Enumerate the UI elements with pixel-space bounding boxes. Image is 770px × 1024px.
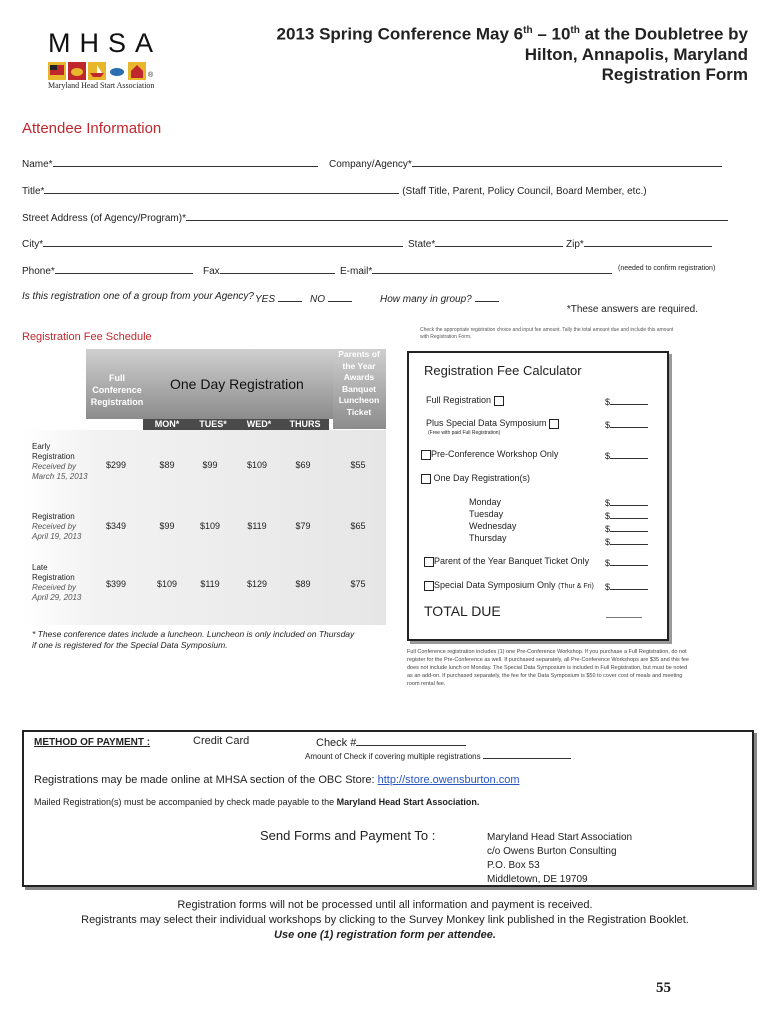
calc-preconf-row[interactable] [421, 449, 558, 460]
fee-instructions: Check the appropriate registration choice and input fee amount. Tally the total amount due and include this amount with Registration Form. [420, 327, 674, 340]
dollar-sign: $ [605, 524, 611, 534]
dollar-sign: $ [605, 511, 611, 521]
calc-special-note: (Free with paid Full Registration) [428, 430, 501, 436]
oneday-column-header: One Day Registration [170, 376, 304, 392]
flag-icon [48, 62, 66, 80]
row-late-thurs: $89 [295, 579, 311, 589]
address-line-1: Maryland Head Start Association [487, 832, 633, 843]
row-early-tues: $99 [202, 460, 218, 470]
check-amount-field[interactable] [305, 750, 571, 761]
dollar-sign: $ [605, 397, 611, 407]
title-sup-1: th [523, 25, 533, 36]
fee-note-1: * These conference dates include a luncheon. Luncheon is only included on Thursday [32, 629, 355, 639]
name-line[interactable] [53, 156, 318, 167]
parents-column-header [333, 349, 385, 418]
address-line-3: P.O. Box 53 [487, 860, 540, 871]
row-regular-label [32, 512, 81, 542]
day-amount[interactable] [605, 535, 648, 548]
street-field[interactable] [22, 210, 728, 224]
row-early-label [32, 442, 88, 482]
row-early-thurs: $69 [295, 460, 311, 470]
state-label: State* [408, 239, 436, 250]
footer-line-2: Registrants may select their individual workshops by clicking to the Survey Monkey link published in the Registration Booklet. [81, 914, 689, 926]
street-label: Street Address (of Agency/Program)* [22, 213, 186, 224]
group-count-label: How many in group? [380, 294, 472, 305]
attendee-heading: Attendee Information [22, 120, 162, 137]
city-line[interactable] [43, 236, 403, 247]
calculator-title: Registration Fee Calculator [424, 363, 582, 378]
row-regular-s2: April 19, 2013 [32, 532, 82, 541]
calc-preconf-checkbox[interactable] [421, 450, 431, 460]
logo-org-name: Maryland Head Start Association [48, 81, 155, 90]
row-regular-thurs: $79 [295, 521, 311, 531]
row-late-full: $399 [105, 579, 127, 589]
calc-symposium-amount[interactable] [605, 580, 648, 592]
email-hint: (needed to confirm registration) [618, 265, 716, 272]
crab-icon [68, 62, 86, 80]
no-label: NO [310, 294, 325, 305]
row-early-wed: $109 [246, 460, 268, 470]
calc-full-checkbox[interactable] [494, 396, 504, 406]
row-early-parents: $55 [350, 460, 366, 470]
calc-parent-label: Parent of the Year Banquet Ticket Only [434, 556, 590, 566]
online-note [34, 774, 519, 786]
calc-full-amount[interactable] [605, 395, 648, 407]
logo [40, 28, 180, 90]
calc-special-row[interactable] [426, 418, 559, 429]
footer-line-3: Use one (1) registration form per attendee. [274, 929, 496, 941]
credit-card-option[interactable]: Credit Card [193, 735, 250, 747]
parents-col-line-3: Awards [343, 372, 375, 382]
email-field[interactable] [340, 263, 612, 277]
company-line[interactable] [412, 156, 722, 167]
fax-line[interactable] [220, 263, 335, 274]
payment-method-label: METHOD OF PAYMENT : [34, 737, 151, 748]
calc-symposium-label: Special Data Symposium Only [434, 580, 556, 590]
amount-line[interactable] [610, 522, 648, 532]
row-late-l2: Registration [32, 573, 75, 582]
yes-line[interactable] [278, 291, 302, 302]
row-early-l1: Early [32, 442, 51, 451]
calc-special-amount[interactable] [605, 418, 648, 430]
row-late-wed: $129 [246, 579, 268, 589]
row-late-mon: $109 [156, 579, 178, 589]
city-field[interactable] [22, 236, 403, 250]
calc-parent-checkbox[interactable] [424, 557, 434, 567]
full-column-header [88, 372, 146, 408]
calc-parent-row[interactable] [424, 556, 589, 567]
row-early-full: $299 [105, 460, 127, 470]
group-count-field[interactable] [380, 291, 499, 305]
row-early-s1: Received by [32, 462, 77, 471]
day-amount[interactable] [605, 496, 648, 509]
check-amount-line[interactable] [483, 750, 571, 759]
calc-symposium-checkbox[interactable] [424, 581, 434, 591]
state-line[interactable] [435, 236, 563, 247]
mailed-text: Mailed Registration(s) must be accompanied by check made payable to the [34, 797, 337, 807]
row-late-s2: April 29, 2013 [32, 593, 82, 602]
title-hint: (Staff Title, Parent, Policy Council, Board Member, etc.) [402, 186, 647, 197]
day-tues: TUES* [189, 419, 237, 430]
address-line-2: c/o Owens Burton Consulting [487, 846, 617, 857]
no-field[interactable] [310, 291, 352, 305]
email-line[interactable] [372, 263, 612, 274]
row-late-s1: Received by [32, 583, 77, 592]
company-field[interactable] [329, 156, 722, 170]
calc-parent-amount[interactable] [605, 556, 648, 568]
crab2-icon [108, 62, 126, 80]
page-title [277, 21, 748, 85]
calc-oneday-checkbox[interactable] [421, 474, 431, 484]
fax-label: Fax [203, 266, 220, 277]
send-to-label: Send Forms and Payment To : [260, 828, 436, 843]
email-label: E-mail* [340, 266, 373, 277]
row-regular-parents: $65 [350, 521, 366, 531]
title-line-2: Hilton, Annapolis, Maryland [524, 44, 748, 64]
street-line[interactable] [186, 210, 728, 221]
title-line-3: Registration Form [601, 64, 748, 84]
title-sup-2: th [570, 25, 580, 36]
calc-special-label: Plus Special Data Symposium [426, 418, 547, 428]
phone-label: Phone* [22, 266, 55, 277]
row-regular-s1: Received by [32, 522, 77, 531]
group-question: Is this registration one of a group from your Agency? [22, 291, 254, 302]
row-late-label [32, 563, 81, 603]
fee-note-2: if one is registered for the Special Data Symposium. [32, 640, 228, 650]
day-thurs: THURS [281, 419, 329, 430]
state-field[interactable] [408, 236, 563, 250]
calc-day-amounts[interactable] [605, 496, 648, 548]
check-label: Check # [316, 737, 357, 749]
title-label: Title* [22, 186, 45, 197]
mailed-note [34, 797, 479, 807]
amount-line[interactable] [610, 535, 648, 545]
amount-line[interactable] [610, 509, 648, 519]
day-wed: WED* [235, 419, 283, 430]
calc-special-checkbox[interactable] [549, 419, 559, 429]
row-early-mon: $89 [159, 460, 175, 470]
yes-field[interactable] [255, 291, 302, 305]
parents-col-line-1: Parents of [338, 349, 380, 359]
row-late-l1: Late [32, 563, 48, 572]
footer-notes [0, 898, 770, 943]
day-amount[interactable] [605, 509, 648, 522]
dollar-sign: $ [605, 451, 611, 461]
calc-day-wednesday: Wednesday [469, 521, 517, 531]
title-part-a: 2013 Spring Conference May 6 [276, 24, 524, 44]
parents-col-line-5: Luncheon [338, 395, 380, 405]
calc-oneday-label: One Day Registration(s) [433, 473, 531, 483]
fee-note [32, 629, 354, 651]
fee-schedule-heading: Registration Fee Schedule [22, 331, 152, 343]
dollar-sign: $ [605, 537, 611, 547]
dollar-sign: $ [605, 498, 611, 508]
amount-line[interactable] [610, 496, 648, 506]
amount-line[interactable] [610, 449, 648, 459]
row-regular-tues: $109 [199, 521, 221, 531]
amount-line[interactable] [610, 556, 648, 566]
title-part-b: – 10 [532, 24, 571, 44]
title-field[interactable] [22, 183, 647, 197]
row-regular-wed: $119 [247, 521, 267, 531]
required-note: *These answers are required. [566, 304, 698, 315]
full-col-line-3: Registration [90, 397, 144, 407]
registered-icon: ® [148, 72, 154, 79]
logo-word: MHSA [48, 28, 163, 58]
zip-line[interactable] [584, 236, 712, 247]
calc-full-label: Full Registration [426, 395, 492, 405]
mailed-payee: Maryland Head Start Association. [336, 797, 480, 807]
calc-full-row[interactable] [426, 395, 504, 406]
city-label: City* [22, 239, 44, 250]
parents-col-line-4: Banquet [342, 383, 376, 394]
row-regular-mon: $99 [159, 521, 175, 531]
check-field[interactable] [316, 735, 466, 749]
address-line-4: Middletown, DE 19709 [487, 874, 588, 885]
calc-total-label: TOTAL DUE [424, 603, 501, 619]
boat-icon [88, 62, 106, 80]
row-late-tues: $119 [200, 579, 220, 589]
calc-symposium-note: (Thur & Fri) [558, 583, 594, 590]
amount-line[interactable] [610, 418, 648, 428]
row-early-s2: March 15, 2013 [32, 472, 88, 481]
amount-line[interactable] [610, 395, 648, 405]
yes-label: YES [255, 294, 276, 305]
calc-footnote: Full Conference registration includes (1) one Pre-Conference Workshop. If you purchase a Full Registration, do not register for the Pre-Conference as well. If purchased separately, all Pre-Conference Workshops are $35 and this fee does not include lunch on Monday. The Special Data Symposium is included in Full Registration, but must be noted as an add-on. If purchased separately, the fee for the Data Symposium is $50 to cover cost of meals and meeting room rental fee. [407, 649, 689, 687]
calc-preconf-amount[interactable] [605, 449, 648, 461]
calc-symposium-row[interactable] [424, 580, 594, 591]
mailing-address [487, 831, 632, 887]
page-number: 55 [656, 980, 671, 996]
name-field[interactable] [22, 156, 318, 170]
group-count-line[interactable] [475, 291, 499, 302]
title-line-1 [277, 21, 748, 45]
calc-preconf-label: Pre-Conference Workshop Only [431, 449, 559, 459]
footer-line-1: Registration forms will not be processed until all information and payment is received. [177, 899, 593, 911]
fax-field[interactable] [203, 263, 335, 277]
day-mon: MON* [143, 419, 191, 430]
dollar-sign: $ [605, 420, 611, 430]
day-amount[interactable] [605, 522, 648, 535]
dollar-sign: $ [605, 582, 611, 592]
row-early-l2: Registration [32, 452, 75, 461]
amount-line[interactable] [610, 580, 648, 590]
zip-field[interactable] [566, 236, 712, 250]
zip-label: Zip* [566, 239, 584, 250]
full-col-line-2: Conference [92, 385, 142, 395]
calc-day-monday: Monday [469, 497, 502, 507]
online-text: Registrations may be made online at MHSA section of the OBC Store: [34, 774, 375, 786]
full-col-line-1: Full [109, 373, 125, 383]
calc-oneday-row[interactable] [421, 473, 530, 484]
row-late-parents: $75 [350, 579, 366, 589]
calc-day-thursday: Thursday [469, 533, 507, 543]
dollar-sign: $ [605, 558, 611, 568]
calc-total-line[interactable] [606, 609, 642, 618]
no-line[interactable] [328, 291, 352, 302]
company-label: Company/Agency* [329, 159, 412, 170]
title-line[interactable] [44, 183, 399, 194]
calc-day-tuesday: Tuesday [469, 509, 504, 519]
parents-col-line-6: Ticket [346, 406, 372, 417]
house-icon [128, 62, 146, 80]
store-link[interactable]: http://store.owensburton.com [377, 774, 520, 786]
parents-col-line-2: the Year [342, 360, 376, 371]
row-regular-l1: Registration [32, 512, 75, 521]
title-part-c: at the Doubletree by [579, 24, 748, 44]
check-amount-label: Amount of Check if covering multiple registrations [305, 752, 481, 761]
calc-days [469, 496, 516, 544]
check-line[interactable] [356, 735, 466, 746]
phone-line[interactable] [55, 263, 193, 274]
name-label: Name* [22, 159, 53, 170]
phone-field[interactable] [22, 263, 193, 277]
row-regular-full: $349 [105, 521, 127, 531]
